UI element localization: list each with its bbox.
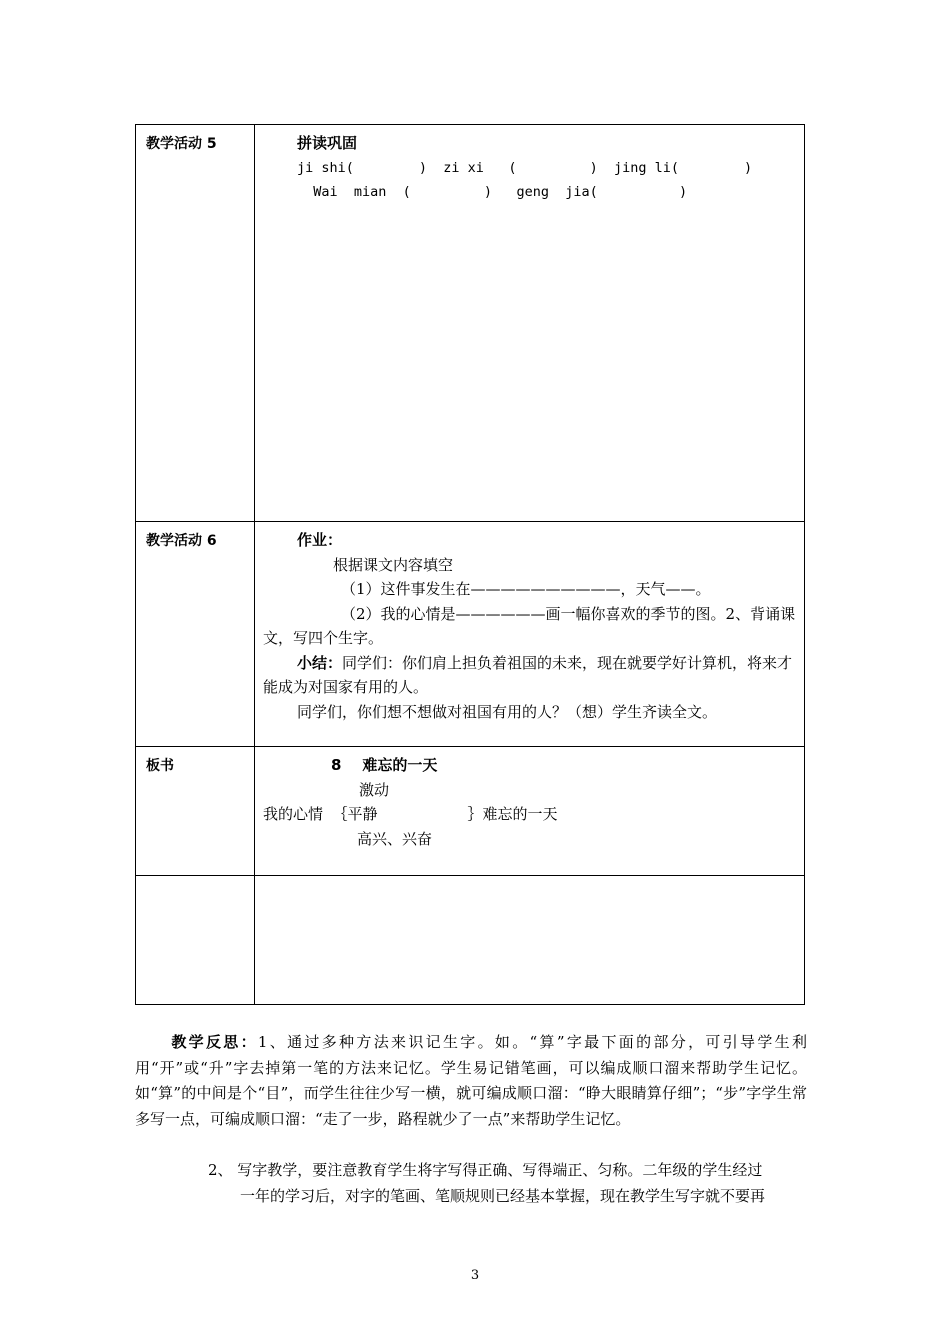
reflection-text-2-line-2: 一年的学习后，对字的笔画、笔顺规则已经基本掌握，现在教学生写字就不要再 [240, 1186, 766, 1205]
reflection-paragraph-2 [208, 1158, 808, 1209]
reflection-paragraph-1 [135, 1030, 807, 1132]
table-row-blackboard [136, 747, 805, 876]
homework-instruction: 根据课文内容填空 [333, 555, 454, 574]
row-label-empty [136, 876, 255, 1005]
closing-line: 同学们，你们想不想做对祖国有用的人？（想）学生齐读全文。 [297, 702, 718, 721]
blackboard-result: ｝难忘的一天 [467, 805, 558, 823]
pinyin-line-1: ji shi( ) zi xi ( ) jing li( ) [297, 159, 753, 176]
table-row-empty [136, 876, 805, 1005]
summary-label: 小结： [297, 653, 343, 672]
reflection-text-2-line-1: 2、 写字教学，要注意教育学生将字写得正确、写得端正、匀称。二年级的学生经过 [208, 1161, 763, 1179]
row-label-blackboard: 板书 [136, 747, 255, 876]
table-row-activity-6 [136, 522, 805, 747]
summary-paragraph [263, 651, 796, 700]
page-number: 3 [470, 1268, 480, 1283]
row-label-activity-5: 教学活动 5 [136, 125, 255, 522]
pinyin-line-2: Wai mian ( ) geng jia( ) [297, 184, 688, 200]
homework-title: 作业： [297, 531, 343, 549]
blackboard-word-3: 高兴、兴奋 [357, 829, 433, 848]
homework-item-1: （1）这件事发生在——————————，天气——。 [341, 580, 711, 598]
reflection-text-1: 1、通过多种方法来识记生字。如。“算”字最下面的部分，可引导学生利用“开”或“升”字去掉第一笔的方法来记忆。学生易记错笔画，可以编成顺口溜来帮助学生记忆。如“算”的中间是个“目”，而学生往往少写一横，就可编成顺口溜：“睁大眼睛算仔细”；“步”字学生常多写一点，可编成顺口溜：“走了一步，路程就少了一点”来帮助学生记忆。 [135, 1033, 807, 1128]
homework-item-2: （2）我的心情是——————画一幅你喜欢的季节的图。2、背诵课文，写四个生字。 [263, 604, 796, 647]
blackboard-word-1: 激动 [359, 780, 390, 799]
blackboard-title: 8 难忘的一天 [331, 756, 438, 774]
reflection-label: 教学反思： [169, 1033, 258, 1051]
activity-6-content [255, 522, 805, 747]
empty-content [255, 876, 805, 1005]
lesson-plan-table [135, 124, 805, 1005]
row-label-activity-6: 教学活动 6 [136, 522, 255, 747]
blackboard-content [255, 747, 805, 876]
blackboard-mood: 我的心情 ｛平静 [263, 805, 378, 823]
activity-5-content [255, 125, 805, 522]
activity-5-title: 拼读巩固 [297, 134, 358, 152]
blackboard-brace-line [263, 802, 796, 827]
summary-text: 同学们：你们肩上担负着祖国的未来，现在就要学好计算机，将来才能成为对国家有用的人。 [263, 653, 793, 696]
table-row-activity-5 [136, 125, 805, 522]
